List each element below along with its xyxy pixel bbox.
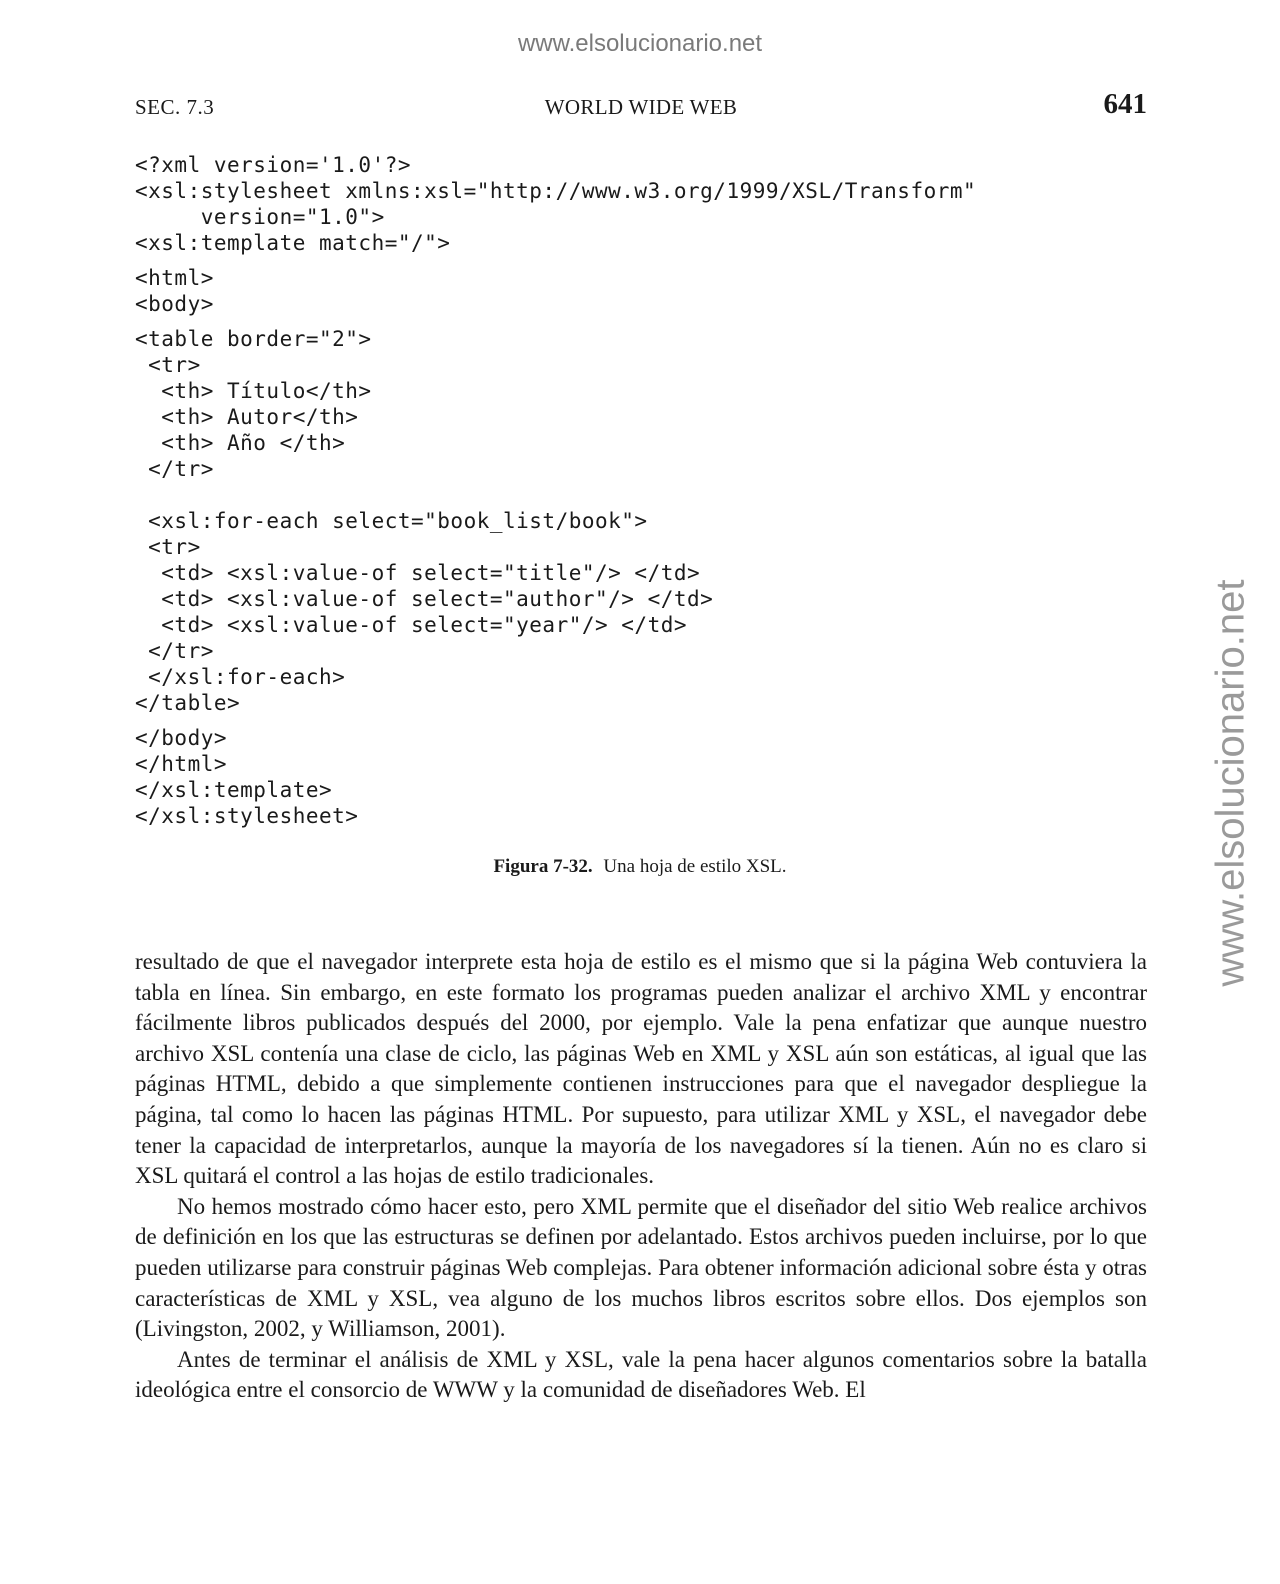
code-line (135, 482, 976, 508)
code-line: </xsl:for-each> (135, 665, 346, 689)
code-line: <td> <xsl:value-of select="title"/> </td> (135, 561, 701, 585)
code-line: <xsl:for-each select="book_list/book"> (135, 509, 648, 533)
code-line: <tr> (135, 535, 201, 559)
figure-text: Una hoja de estilo XSL. (603, 856, 787, 877)
code-line: <xsl:template match="/"> (135, 231, 451, 255)
section-label: SEC. 7.3 (135, 95, 215, 119)
code-line: </tr> (135, 457, 214, 481)
code-line: </xsl:template> (135, 778, 333, 802)
code-line: <table border="2"> (135, 327, 372, 351)
code-line: </body> (135, 726, 228, 750)
code-line: <tr> (135, 353, 201, 377)
paragraph-1: resultado de que el navegador interprete esta hoja de estilo es el mismo que si la página Web contuviera la tabla en línea. Sin embargo, en este formato los programas pueden analizar el archivo XML y encontrar fácilmente libros publicados después del 2000, por ejemplo. Vale la pena enfatizar que aunque nuestro archivo XSL contenía una clase de ciclo, las páginas Web en XML y XSL aún son estáticas, al igual que las páginas HTML, debido a que simplemente contienen instrucciones para que el navegador despliegue la página, tal como lo hacen las páginas HTML. Por supuesto, para utilizar XML y XSL, el navegador debe tener la capacidad de interpretarlos, aunque la mayoría de los navegadores sí la tienen. Aún no es claro si XSL quitará el control a las hojas de estilo tradicionales. (135, 949, 1147, 1189)
code-line: </html> (135, 752, 228, 776)
code-line: <td> <xsl:value-of select="author"/> </td> (135, 587, 714, 611)
code-line: <th> Título</th> (135, 379, 372, 403)
body-text (135, 947, 1147, 1406)
watermark-side: www.elsolucionario.net (1208, 579, 1253, 987)
code-line: <body> (135, 292, 214, 316)
code-line: </xsl:stylesheet> (135, 804, 359, 828)
chapter-title: WORLD WIDE WEB (544, 95, 738, 119)
code-line: <xsl:stylesheet xmlns:xsl="http://www.w3.org/1999/XSL/Transform" (135, 179, 977, 203)
figure-label: Figura 7-32. (493, 856, 593, 877)
code-line: <?xml version='1.0'?> (135, 153, 412, 177)
code-line: </tr> (135, 639, 214, 663)
paragraph-2: No hemos mostrado cómo hacer esto, pero XML permite que el diseñador del sitio Web realice archivos de definición en los que las estructuras se definen por adelantado. Estos archivos pueden incluirse, por lo que pueden utilizarse para construir páginas Web complejas. Para obtener información adicional sobre ésta y otras características de XML y XSL, vea alguno de los muchos libros escritos sobre ellos. Dos ejemplos son (Livingston, 2002, y Williamson, 2001). (135, 1193, 1147, 1342)
watermark-top: www.elsolucionario.net (517, 30, 763, 57)
code-line: <html> (135, 266, 214, 290)
code-line: <th> Autor</th> (135, 405, 359, 429)
figure-caption (0, 856, 1280, 878)
code-line: version="1.0"> (135, 205, 385, 229)
running-head (135, 90, 1147, 126)
paragraph-3: Antes de terminar el análisis de XML y XSL, vale la pena hacer algunos comentarios sobre la batalla ideológica entre el consorcio de WWW y la comunidad de diseñadores Web. El (135, 1346, 1147, 1403)
code-line: <th> Año </th> (135, 431, 346, 455)
code-line: <td> <xsl:value-of select="year"/> </td> (135, 613, 688, 637)
code-listing (135, 152, 976, 829)
code-line: </table> (135, 691, 241, 715)
page-number: 641 (1103, 88, 1147, 120)
